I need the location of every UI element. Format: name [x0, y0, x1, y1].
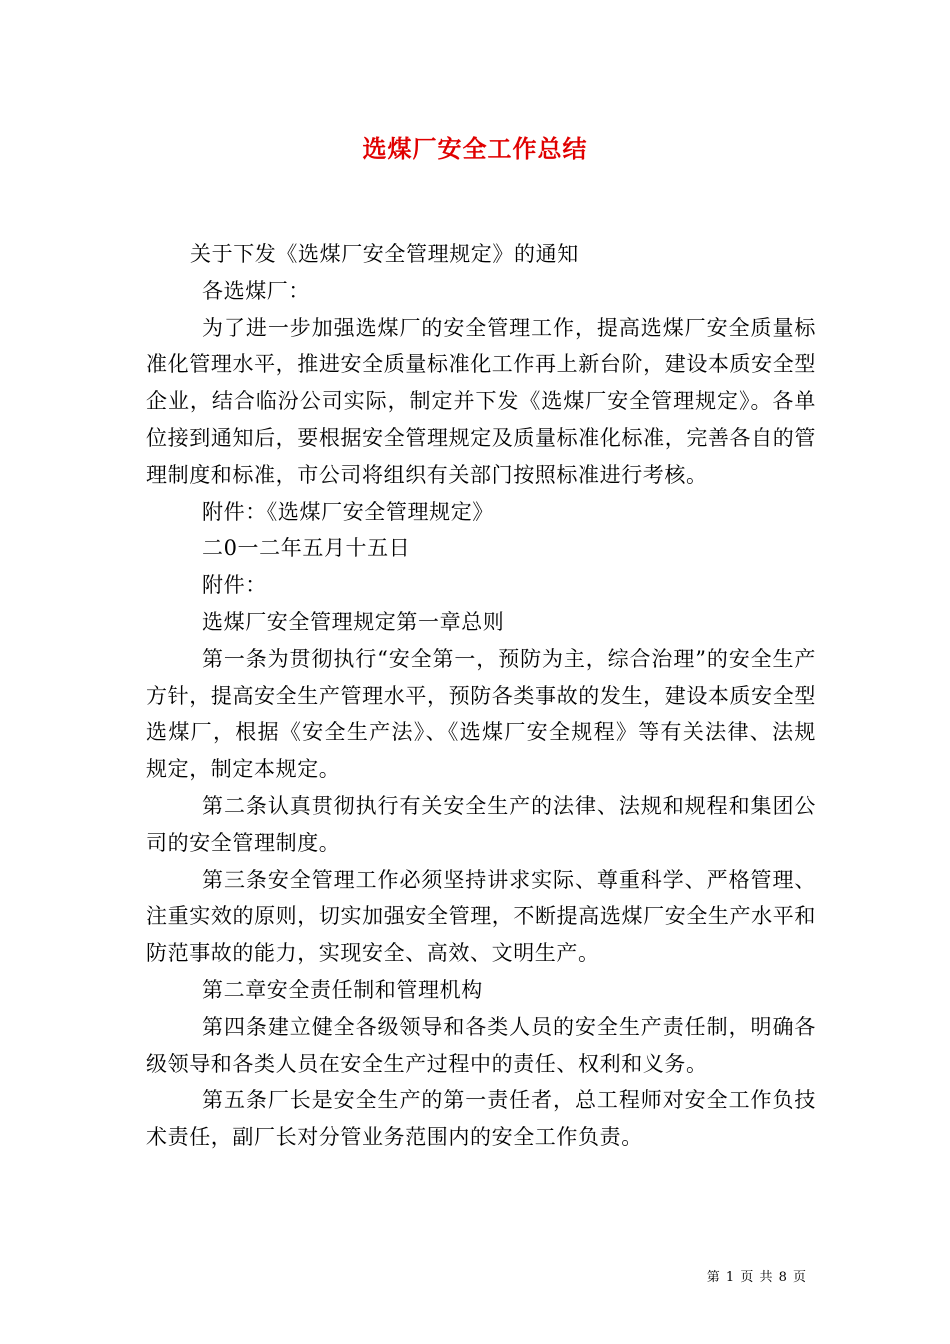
paragraph-article-5: 第五条厂长是安全生产的第一责任者，总工程师对安全工作负技术责任，副厂长对分管业务范围内的安全工作负责。 — [146, 1088, 816, 1150]
paragraph-date: 二0一二年五月十五日 — [202, 536, 411, 561]
paragraph-article-4: 第四条建立健全各级领导和各类人员的安全生产责任制，明确各级领导和各类人员在安全生产过程中的责任、权利和义务。 — [146, 1014, 816, 1076]
paragraph-attachment-ref: 附件：《选煤厂安全管理规定》 — [202, 499, 494, 524]
paragraph-chapter-1: 选煤厂安全管理规定第一章总则 — [202, 609, 505, 634]
document-title: 选煤厂安全工作总结 — [362, 134, 588, 163]
paragraph-salutation: 各选煤厂： — [202, 278, 310, 303]
paragraph-notice-body: 为了进一步加强选煤厂的安全管理工作，提高选煤厂安全质量标准化管理水平，推进安全质量标准化工作再上新台阶，建设本质安全型企业，结合临汾公司实际，制定并下发《选煤厂安全管理规定》。各单位接到通知后，要根据安全管理规定及质量标准化标准，完善各自的管理制度和标准，市公司将组织有关部门按照标准进行考核。 — [146, 315, 816, 487]
paragraph-attachment-label: 附件： — [202, 573, 267, 598]
paragraph-chapter-2: 第二章安全责任制和管理机构 — [202, 977, 483, 1002]
page-number-footer: 第 1 页 共 8 页 — [706, 1270, 807, 1285]
paragraph-article-1: 第一条为贯彻执行“安全第一，预防为主，综合治理”的安全生产方针，提高安全生产管理水平，预防各类事故的发生，建设本质安全型选煤厂，根据《安全生产法》、《选煤厂安全规程》等有关法律、法规规定，制定本规定。 — [146, 646, 816, 782]
document-body — [146, 236, 816, 1156]
paragraph-notice-heading: 关于下发《选煤厂安全管理规定》的通知 — [190, 242, 579, 266]
paragraph-article-3: 第三条安全管理工作必须坚持讲求实际、尊重科学、严格管理、注重实效的原则，切实加强安全管理，不断提高选煤厂安全生产水平和防范事故的能力，实现安全、高效、文明生产。 — [146, 867, 816, 966]
paragraph-article-2: 第二条认真贯彻执行有关安全生产的法律、法规和规程和集团公司的安全管理制度。 — [146, 793, 816, 855]
